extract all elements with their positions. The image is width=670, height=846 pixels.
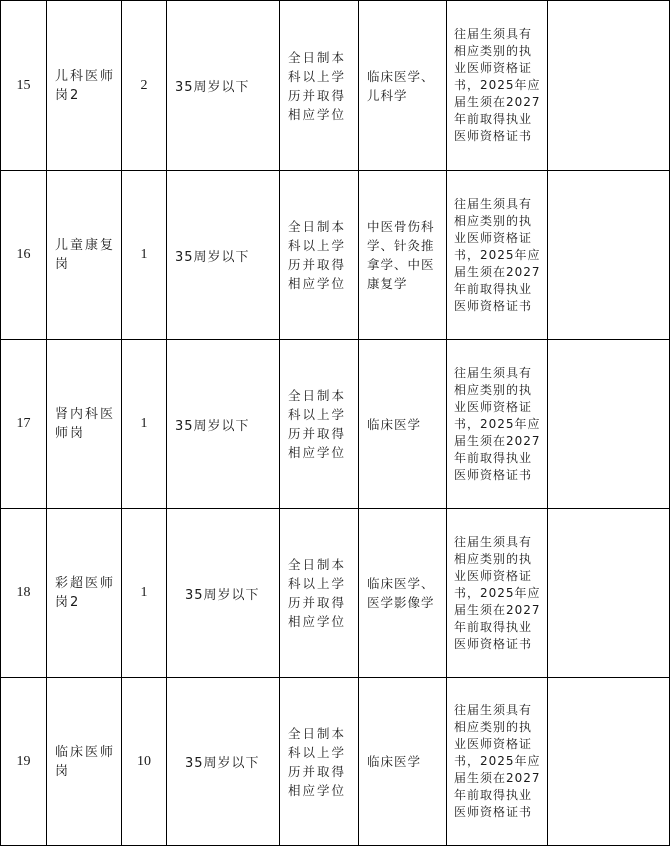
age-requirement	[167, 1, 280, 171]
age-requirement	[167, 171, 280, 340]
major-requirement-text: 临床医学	[367, 416, 422, 432]
post-name-text: 儿科医师岗2	[55, 68, 116, 103]
remark-cell	[548, 340, 670, 509]
headcount	[122, 509, 167, 678]
age-requirement-text: 35周岁以下	[185, 756, 260, 771]
other-requirement-text: 往届生须具有相应类别的执业医师资格证书，2025年应届生须在2027年前取得执业医师资格证书	[454, 27, 541, 143]
education-requirement-text: 全日制本科以上学历并取得相应学位	[288, 388, 347, 460]
post-name-text: 临床医师岗	[55, 744, 116, 779]
education-requirement-text: 全日制本科以上学历并取得相应学位	[288, 725, 347, 798]
education-requirement-text: 全日制本科以上学历并取得相应学位	[288, 557, 347, 629]
headcount-text: 1	[140, 416, 148, 431]
row-number	[1, 509, 47, 678]
other-requirement-text: 往届生须具有相应类别的执业医师资格证书，2025年应届生须在2027年前取得执业医师资格证书	[454, 365, 541, 482]
headcount-text: 10	[137, 753, 151, 769]
row-number-text: 19	[16, 753, 31, 769]
education-requirement	[280, 678, 359, 846]
other-requirement-text: 往届生须具有相应类别的执业医师资格证书，2025年应届生须在2027年前取得执业医师资格证书	[454, 534, 541, 651]
headcount	[122, 171, 167, 340]
education-requirement-text: 全日制本科以上学历并取得相应学位	[288, 219, 347, 291]
major-requirement-text: 临床医学	[367, 754, 422, 769]
major-requirement-text: 中医骨伤科学、针灸推拿学、中医康复学	[367, 219, 435, 291]
age-requirement	[167, 340, 280, 509]
row-number-text: 15	[16, 77, 31, 93]
education-requirement-text: 全日制本科以上学历并取得相应学位	[288, 49, 347, 122]
row-number-text: 17	[16, 416, 31, 431]
post-name	[47, 1, 122, 171]
other-requirement-text: 往届生须具有相应类别的执业医师资格证书，2025年应届生须在2027年前取得执业医师资格证书	[454, 196, 541, 313]
other-requirement	[447, 340, 548, 509]
age-requirement-text: 35周岁以下	[185, 587, 260, 603]
headcount	[122, 340, 167, 509]
headcount	[122, 678, 167, 846]
age-requirement-text: 35周岁以下	[175, 418, 250, 434]
age-requirement-text: 35周岁以下	[175, 249, 250, 265]
row-number	[1, 171, 47, 340]
row-number	[1, 1, 47, 171]
headcount-text: 1	[140, 585, 148, 600]
education-requirement	[280, 1, 359, 171]
headcount	[122, 1, 167, 171]
post-name-text: 儿童康复岗	[55, 238, 116, 272]
headcount-text: 2	[140, 77, 148, 93]
other-requirement	[447, 171, 548, 340]
education-requirement	[280, 171, 359, 340]
other-requirement	[447, 509, 548, 678]
row-number	[1, 340, 47, 509]
remark-cell	[548, 171, 670, 340]
major-requirement-text: 临床医学、儿科学	[367, 68, 435, 103]
table-row	[1, 340, 670, 509]
age-requirement-text: 35周岁以下	[175, 80, 250, 95]
age-requirement	[167, 509, 280, 678]
table-row	[1, 678, 670, 846]
major-requirement	[359, 1, 447, 171]
other-requirement	[447, 1, 548, 171]
remark-cell	[548, 509, 670, 678]
post-name	[47, 678, 122, 846]
education-requirement	[280, 340, 359, 509]
other-requirement-text: 往届生须具有相应类别的执业医师资格证书，2025年应届生须在2027年前取得执业医师资格证书	[454, 703, 541, 819]
table-row	[1, 509, 670, 678]
post-name	[47, 171, 122, 340]
post-name	[47, 509, 122, 678]
other-requirement	[447, 678, 548, 846]
row-number-text: 18	[16, 585, 31, 600]
row-number	[1, 678, 47, 846]
remark-cell	[548, 1, 670, 171]
education-requirement	[280, 509, 359, 678]
row-number-text: 16	[16, 247, 31, 262]
headcount-text: 1	[140, 247, 148, 262]
major-requirement	[359, 509, 447, 678]
major-requirement	[359, 678, 447, 846]
table-row	[1, 1, 670, 171]
major-requirement	[359, 171, 447, 340]
age-requirement	[167, 678, 280, 846]
post-name	[47, 340, 122, 509]
post-name-text: 肾内科医师岗	[55, 407, 116, 441]
table-row	[1, 171, 670, 340]
major-requirement-text: 临床医学、医学影像学	[367, 576, 435, 610]
post-name-text: 彩超医师岗2	[55, 576, 116, 610]
remark-cell	[548, 678, 670, 846]
major-requirement	[359, 340, 447, 509]
